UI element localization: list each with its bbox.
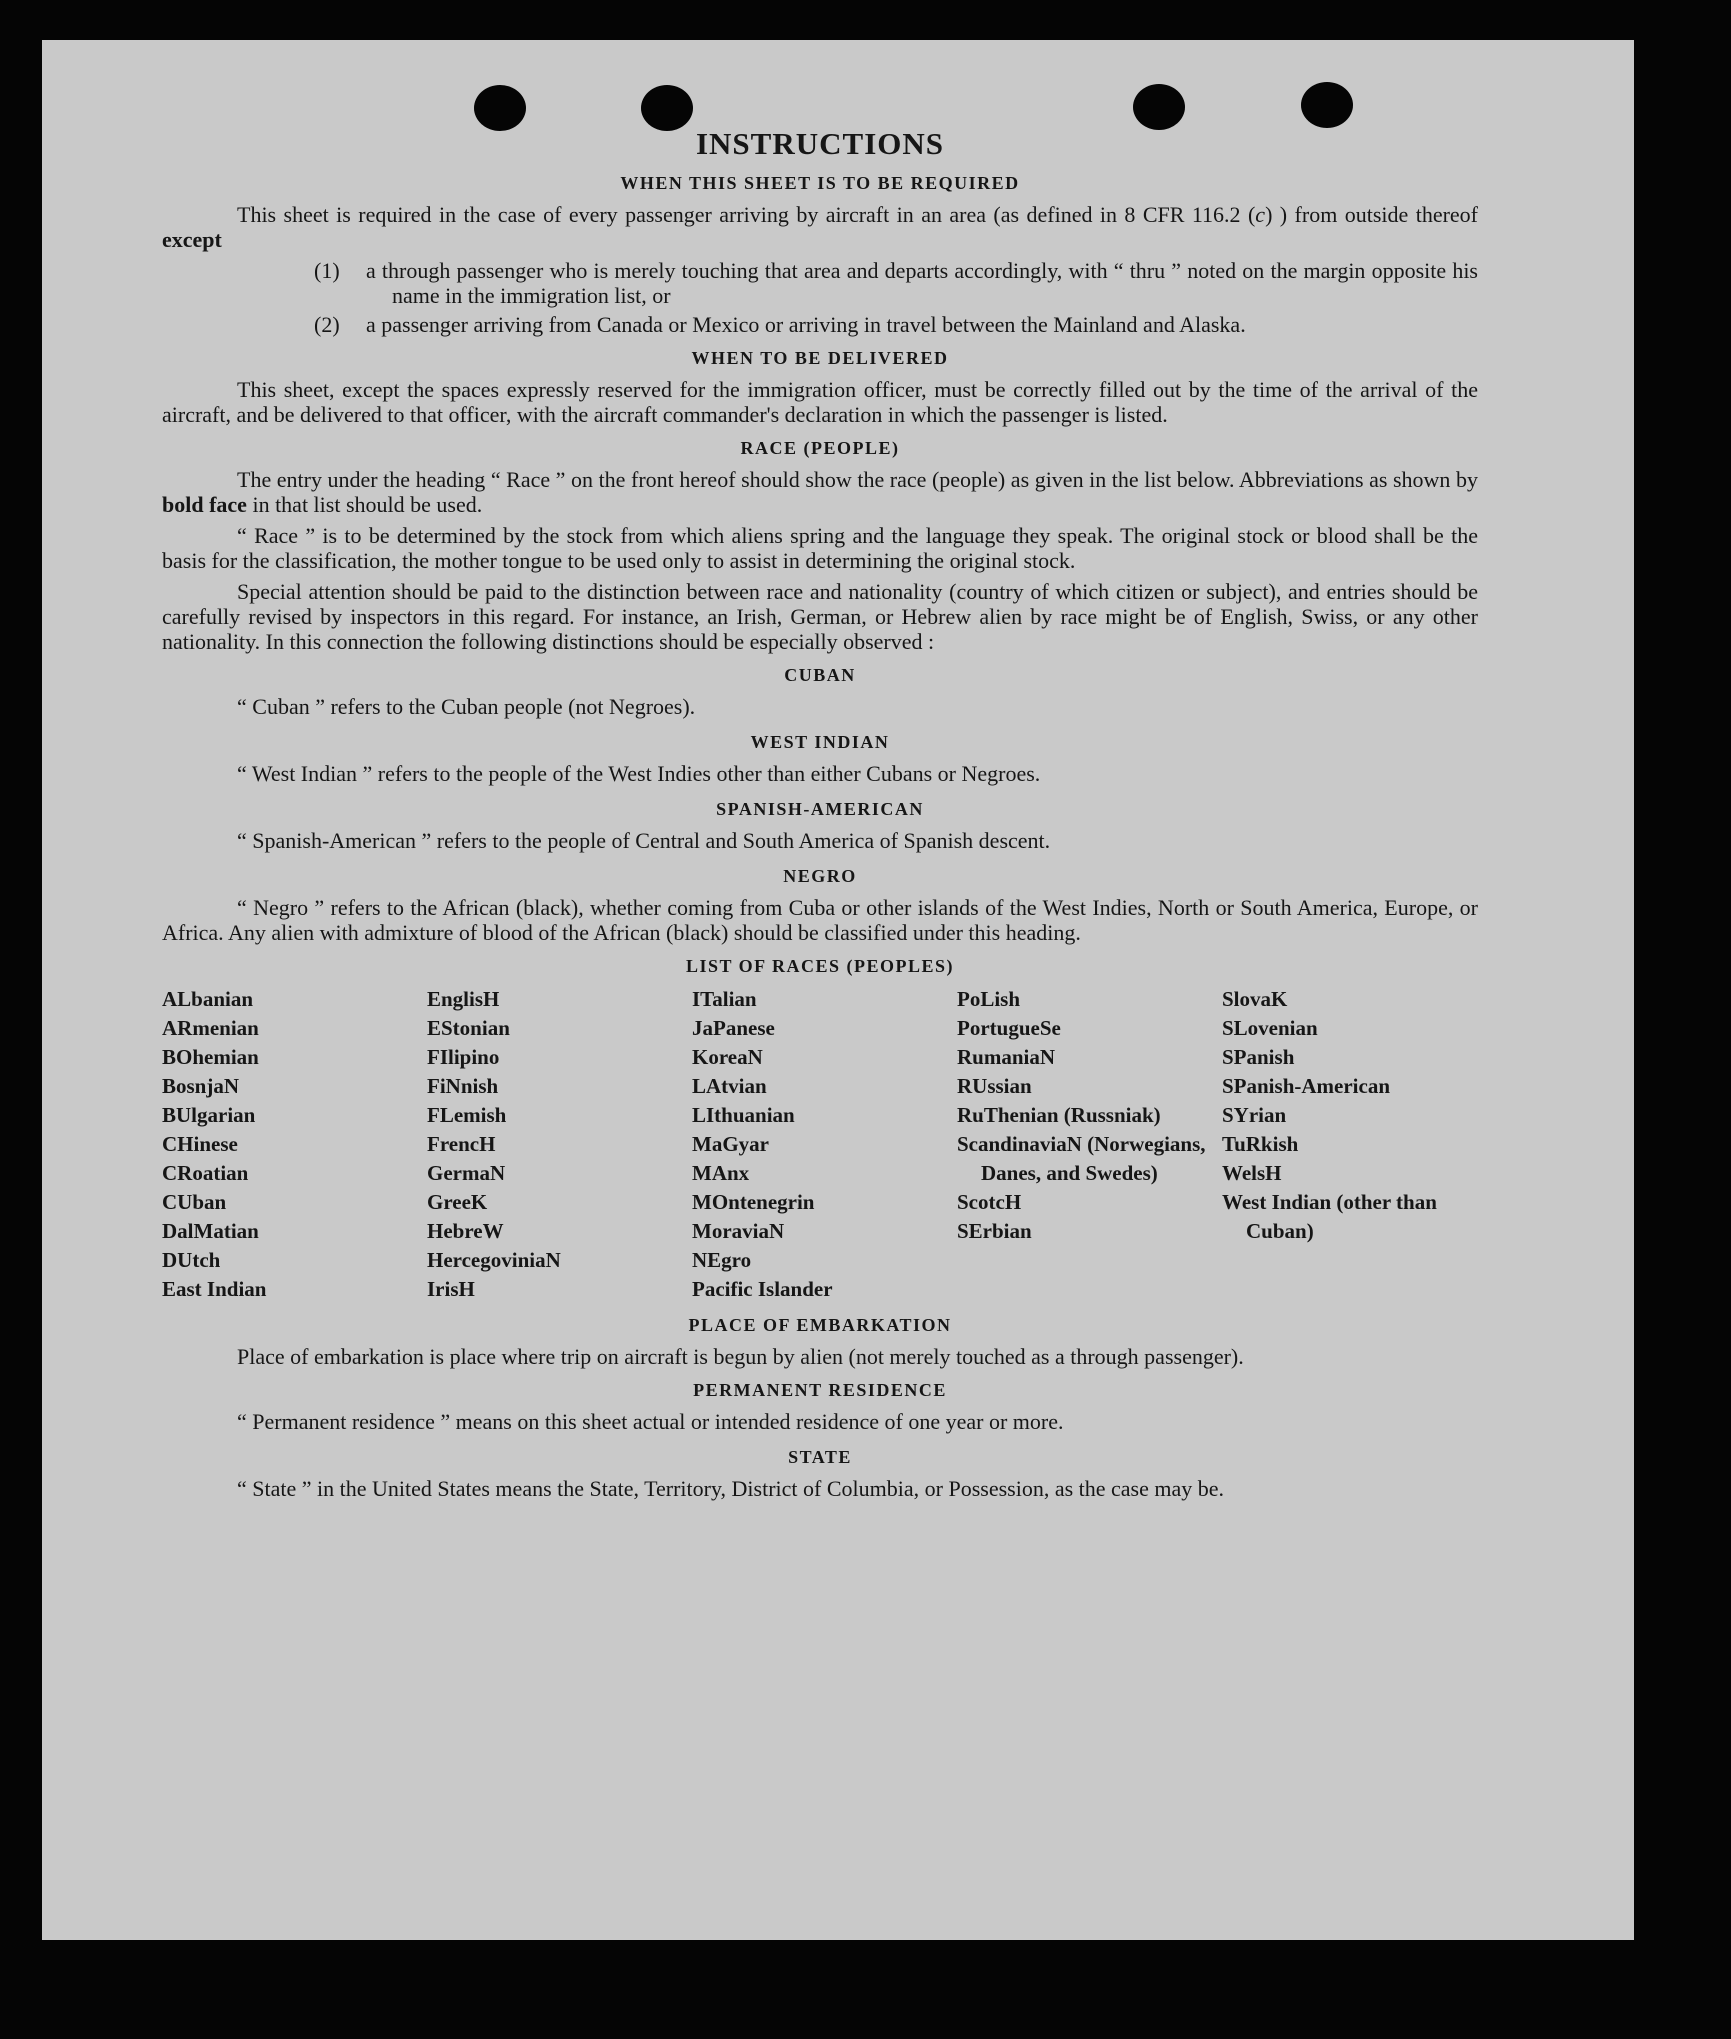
punch-hole	[474, 85, 526, 131]
race-entry: DUtch	[162, 1248, 221, 1272]
exception-item	[162, 258, 1478, 308]
race-entry: EnglisH	[427, 987, 500, 1011]
race-entry: FiNnish	[427, 1074, 499, 1098]
race-entry: CHinese	[162, 1132, 238, 1156]
race-entry: RumaniaN	[957, 1045, 1056, 1069]
section-heading-list-of-races: LIST OF RACES (PEOPLES)	[685, 956, 955, 976]
exception-number: (2)	[314, 312, 340, 337]
punch-hole	[1301, 82, 1353, 128]
state-text: “ State ” in the United States means the State, Territory, District of Columbia, or Possession, as the case may be.	[237, 1476, 1225, 1501]
race-entry: EStonian	[427, 1016, 510, 1040]
when-required-intro	[162, 202, 1478, 252]
document-body	[162, 126, 1478, 1507]
race-entry: CUban	[162, 1190, 227, 1214]
race-entry: Pacific Islander	[692, 1277, 833, 1301]
race-entry: MoraviaN	[692, 1219, 785, 1243]
race-paragraph-2: “ Race ” is to be determined by the stock from which aliens spring and the language they speak. The original stock or blood shall be the basis for the classification, the mother tongue to be used only to assist in determining the original stock.	[162, 523, 1478, 573]
section-heading-cuban: CUBAN	[784, 665, 856, 685]
race-entry: East Indian	[162, 1277, 267, 1301]
exception-item	[162, 312, 1478, 337]
race-entry: HebreW	[427, 1219, 504, 1243]
race-paragraph-3: Special attention should be paid to the distinction between race and nationality (country of which citizen or subject), and entries should be carefully revised by inspectors in this regard. For instance, an Irish, German, or Hebrew alien by race might be of English, Swiss, or any other nationality. In this connection the following distinctions should be especially observed :	[162, 579, 1478, 654]
race-entry: BUlgarian	[162, 1103, 256, 1127]
west-indian-text: “ West Indian ” refers to the people of the West Indies other than either Cubans or Negroes.	[237, 761, 1041, 786]
race-entry: DalMatian	[162, 1219, 259, 1243]
intro-text: This sheet is required in the case of every passenger arriving by aircraft in an area (as defined in 8 CFR 116.2 (	[237, 202, 1256, 227]
race-entry: JaPanese	[692, 1016, 775, 1040]
race-entry: GermaN	[427, 1161, 506, 1185]
races-column-4	[957, 985, 1222, 1304]
race-entry: FLemish	[427, 1103, 507, 1127]
races-column-5	[1222, 985, 1478, 1304]
section-heading-spanish-american: SPANISH-AMERICAN	[716, 799, 924, 819]
race-entry: SLovenian	[1222, 1016, 1318, 1040]
section-heading-when-required: WHEN THIS SHEET IS TO BE REQUIRED	[620, 173, 1020, 193]
race-entry: West Indian (other than Cuban)	[1222, 1190, 1437, 1243]
race-entry: MOntenegrin	[692, 1190, 815, 1214]
section-heading-west-indian: WEST INDIAN	[750, 732, 890, 752]
race-entry: RUssian	[957, 1074, 1032, 1098]
race-entry: GreeK	[427, 1190, 488, 1214]
races-column-1	[162, 985, 427, 1304]
races-column-2	[427, 985, 692, 1304]
race-entry: LIthuanian	[692, 1103, 795, 1127]
race-entry: ScandinaviaN (Norwegians, Danes, and Swedes)	[957, 1132, 1206, 1185]
race-entry: ARmenian	[162, 1016, 259, 1040]
exception-text: a passenger arriving from Canada or Mexico or arriving in travel between the Mainland and Alaska.	[366, 312, 1246, 337]
intro-text-post: ) ) from outside thereof	[1265, 202, 1479, 227]
section-heading-state: STATE	[788, 1447, 852, 1467]
intro-c: c	[1255, 202, 1266, 227]
when-delivered-text: This sheet, except the spaces expressly reserved for the immigration officer, must be correctly filled out by the time of the arrival of the aircraft, and be delivered to that officer, with the aircraft commander's declaration in which the passenger is listed.	[162, 377, 1478, 427]
race-entry: KoreaN	[692, 1045, 763, 1069]
race-entry: WelsH	[1222, 1161, 1282, 1185]
race-entry: TuRkish	[1222, 1132, 1299, 1156]
punch-hole	[641, 85, 693, 131]
cuban-text: “ Cuban ” refers to the Cuban people (not Negroes).	[237, 694, 696, 719]
race-p1-post: in that list should be used.	[246, 492, 483, 517]
race-entry: BOhemian	[162, 1045, 259, 1069]
race-entry: HercegoviniaN	[427, 1248, 561, 1272]
race-entry: SPanish-American	[1222, 1074, 1390, 1098]
race-entry: ScotcH	[957, 1190, 1022, 1214]
race-entry: CRoatian	[162, 1161, 249, 1185]
race-entry: MAnx	[692, 1161, 750, 1185]
punch-hole	[1133, 84, 1185, 130]
race-entry: SlovaK	[1222, 987, 1288, 1011]
race-entry: PoLish	[957, 987, 1021, 1011]
race-entry: SPanish	[1222, 1045, 1295, 1069]
exception-number: (1)	[314, 258, 340, 283]
race-entry: FIlipino	[427, 1045, 500, 1069]
section-heading-negro: NEGRO	[783, 866, 857, 886]
race-entry: RuThenian (Russniak)	[957, 1103, 1161, 1127]
race-entry: ITalian	[692, 987, 757, 1011]
race-entry: ALbanian	[162, 987, 254, 1011]
race-p1-bold: bold face	[162, 492, 247, 517]
race-entry: IrisH	[427, 1277, 475, 1301]
race-entry: NEgro	[692, 1248, 752, 1272]
intro-except: except	[162, 227, 222, 252]
section-heading-race: RACE (PEOPLE)	[740, 438, 900, 458]
race-entry: FrencH	[427, 1132, 496, 1156]
race-entry: SErbian	[957, 1219, 1032, 1243]
spanish-american-text: “ Spanish-American ” refers to the people of Central and South America of Spanish descent.	[237, 828, 1051, 853]
negro-text: “ Negro ” refers to the African (black), whether coming from Cuba or other islands of the West Indies, North or South America, Europe, or Africa. Any alien with admixture of blood of the African (black) should be classified under this heading.	[162, 895, 1478, 945]
exception-text: a through passenger who is merely touching that area and departs accordingly, with “ thru ” noted on the margin opposite his name in the immigration list, or	[366, 258, 1478, 308]
section-heading-when-delivered: WHEN TO BE DELIVERED	[691, 348, 949, 368]
race-entry: LAtvian	[692, 1074, 767, 1098]
race-entry: SYrian	[1222, 1103, 1287, 1127]
page-title: INSTRUCTIONS	[695, 126, 944, 161]
race-paragraph-1	[162, 467, 1478, 517]
races-list	[162, 985, 1478, 1304]
race-p1-pre: The entry under the heading “ Race ” on the front hereof should show the race (people) as given in the list below. Abbreviations as shown by	[237, 467, 1478, 492]
section-heading-embarkation: PLACE OF EMBARKATION	[688, 1315, 952, 1335]
embarkation-text: Place of embarkation is place where trip on aircraft is begun by alien (not merely touched as a through passenger).	[237, 1344, 1244, 1369]
race-entry: PortugueSe	[957, 1016, 1061, 1040]
residence-text: “ Permanent residence ” means on this sheet actual or intended residence of one year or more.	[237, 1409, 1064, 1434]
race-entry: MaGyar	[692, 1132, 769, 1156]
races-column-3	[692, 985, 957, 1304]
race-entry: BosnjaN	[162, 1074, 240, 1098]
section-heading-residence: PERMANENT RESIDENCE	[693, 1380, 947, 1400]
